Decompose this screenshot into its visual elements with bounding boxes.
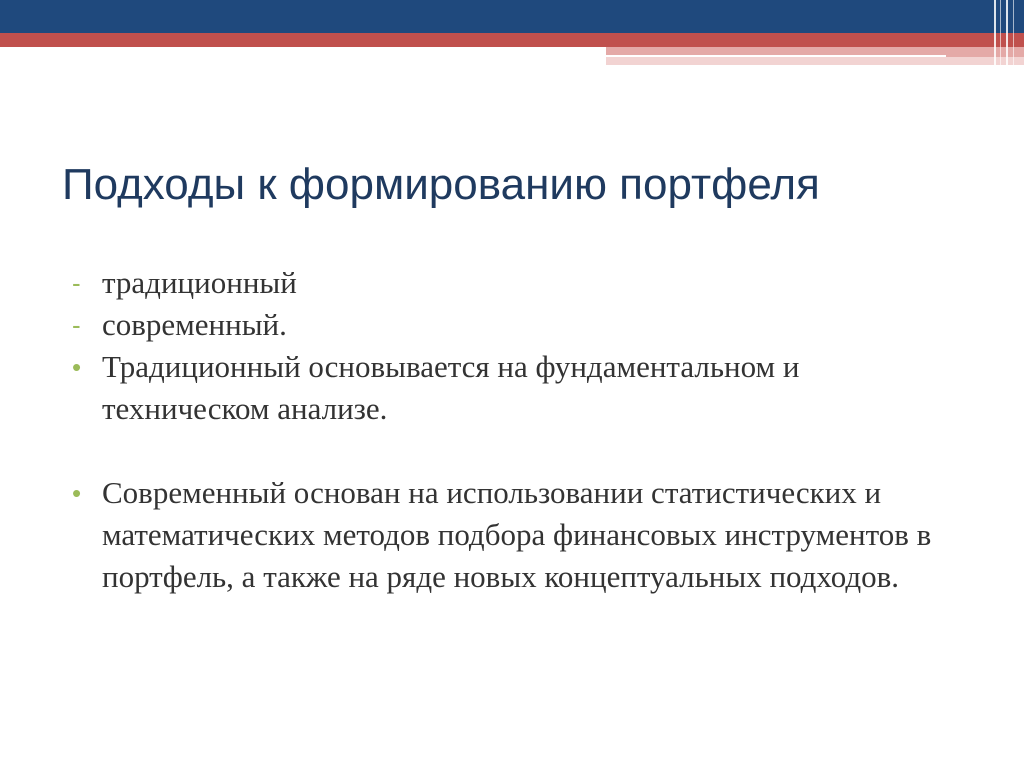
list-item — [72, 472, 972, 598]
slide-title: Подходы к формированию портфеля — [62, 160, 820, 209]
list-item — [72, 262, 972, 304]
bullet-marker: • — [72, 352, 82, 382]
header-stripe — [1000, 0, 1001, 68]
header-stripe — [1013, 0, 1014, 68]
dash-marker: - — [72, 268, 81, 298]
list-item — [72, 304, 972, 346]
header-band-red — [0, 33, 1024, 47]
list-item-text: Современный основан на использовании статистических и математических методов подбора финансовых инструментов в портфель, а также на ряде новых концептуальных подходов. — [102, 475, 932, 594]
header-stripe — [1006, 0, 1008, 68]
slide-content — [72, 262, 972, 598]
spacer — [72, 430, 972, 472]
list-item-text: Традиционный основывается на фундаментальном и техническом анализе. — [102, 349, 800, 426]
header-stripe — [994, 0, 996, 68]
header-band-blue — [0, 0, 1024, 33]
list-item-text: традиционный — [102, 265, 297, 300]
dash-marker: - — [72, 310, 81, 340]
list-item — [72, 346, 972, 430]
header-band-red-lighter — [606, 57, 1024, 65]
list-item-text: современный. — [102, 307, 287, 342]
bullet-marker: • — [72, 478, 82, 508]
